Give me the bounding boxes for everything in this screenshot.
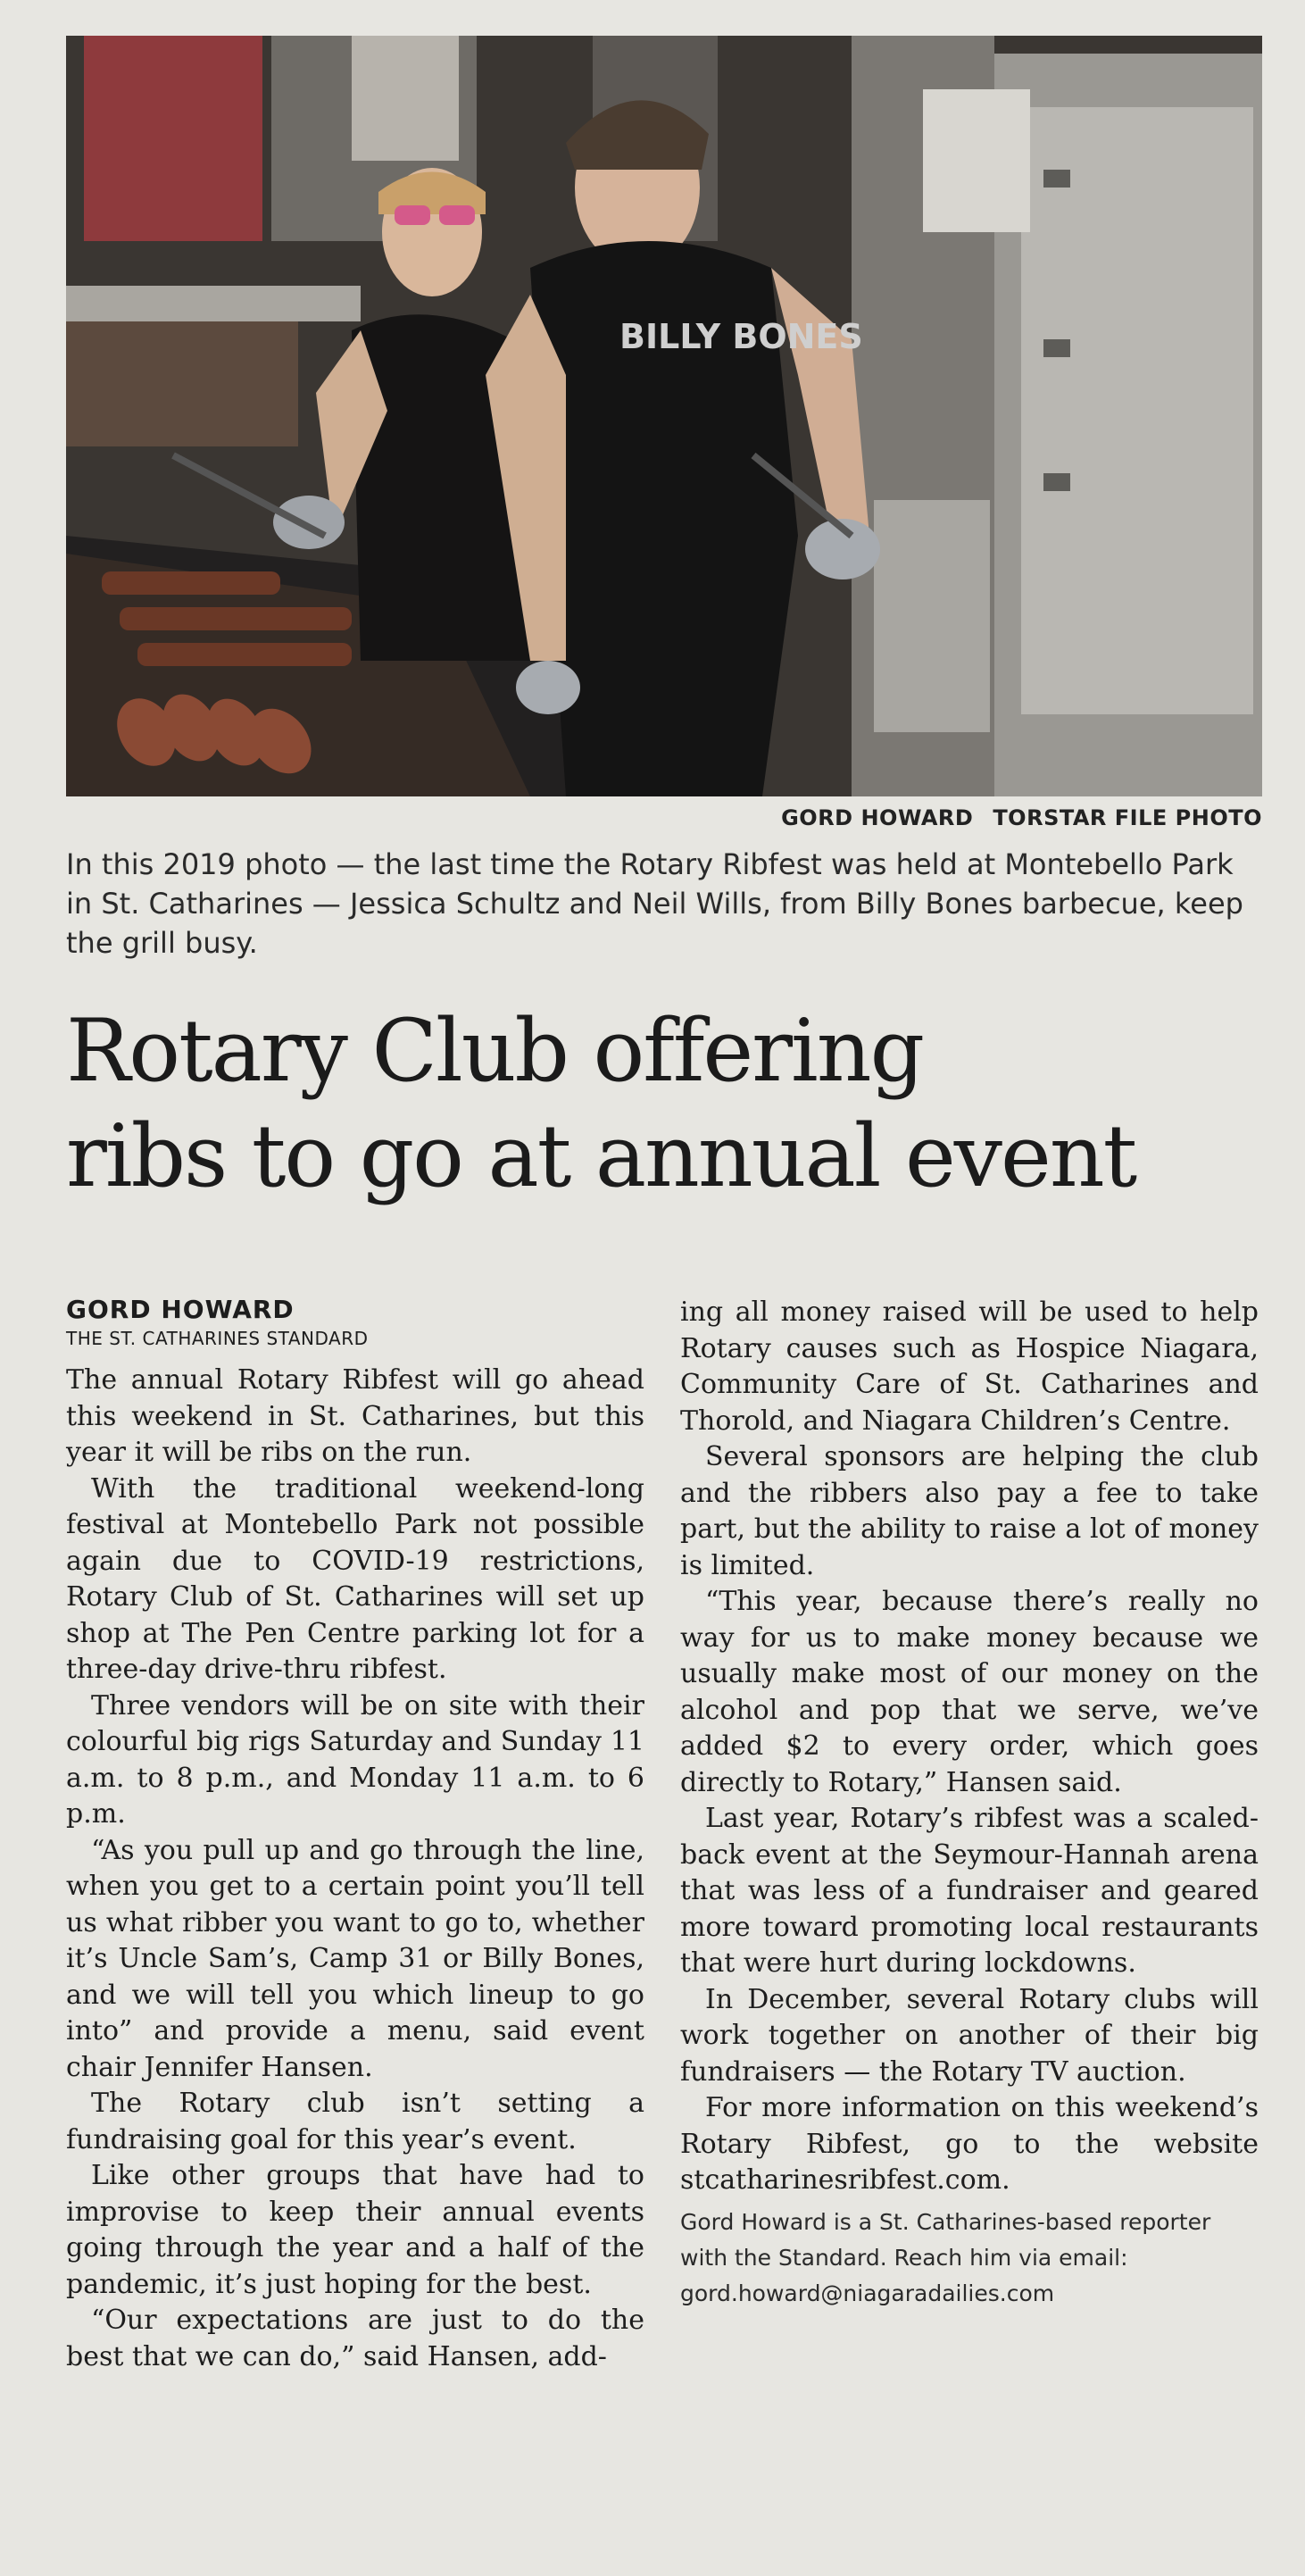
paragraph: Last year, Rotary’s ribfest was a scaled-back event at the Seymour-Hannah arena that was less of a fundraiser and geared more toward promoting local restaurants that were hurt during lockdowns. xyxy=(680,1803,1259,1979)
shirt-logo-text: BILLY BONES xyxy=(619,317,863,356)
article-column-left xyxy=(66,1295,644,2375)
article-photo xyxy=(66,36,1262,796)
photo-credit-name: GORD HOWARD xyxy=(781,805,974,830)
headline-line-1: Rotary Club offering xyxy=(66,1001,924,1101)
headline xyxy=(66,998,1253,1209)
paragraph: For more information on this weekend’s Rotary Ribfest, go to the website stcatharinesribfest.com. xyxy=(680,2092,1259,2196)
photo-credit xyxy=(761,805,1262,830)
paragraph: Like other groups that have had to improvise to keep their annual events going through the year and a half of the pandemic, it’s just hoping for the best. xyxy=(66,2160,644,2300)
article-column-right xyxy=(680,1295,1259,2312)
paragraph: “This year, because there’s really no way for us to make money because we usually make most of our money on the alcohol and pop that we serve, we’ve added $2 to every order, which goes directly to Rotary,” Hansen said. xyxy=(680,1586,1259,1798)
paragraph: In December, several Rotary clubs will work together on another of their big fundraisers — the Rotary TV auction. xyxy=(680,1983,1259,2088)
photo-credit-source: TORSTAR FILE PHOTO xyxy=(993,805,1262,830)
byline-author: GORD HOWARD xyxy=(66,1295,295,1324)
headline-line-2: ribs to go at annual event xyxy=(66,1106,1136,1206)
paragraph: “As you pull up and go through the line, when you get to a certain point you’ll tell us what ribber you want to go to, whether it’s Uncle Sam’s, Camp 31 or Billy Bones, and we will tell you which lineup to go into” and provide a menu, said event chair Jennifer Hansen. xyxy=(66,1834,644,2083)
author-bio: Gord Howard is a St. Catharines-based reporter with the Standard. Reach him via email: gord.howard@niagaradailies.com xyxy=(680,2208,1211,2306)
byline-publication: THE ST. CATHARINES STANDARD xyxy=(66,1328,369,1349)
paragraph: “Our expectations are just to do the best that we can do,” said Hansen, add- xyxy=(66,2305,644,2372)
paragraph: ing all money raised will be used to help Rotary causes such as Hospice Niagara, Community Care of St. Catharines and Thorold, and Niagara Children’s Centre. xyxy=(680,1296,1259,1437)
paragraph: Three vendors will be on site with their colourful big rigs Saturday and Sunday 11 a.m. to 8 p.m., and Monday 11 a.m. to 6 p.m. xyxy=(66,1689,644,1830)
photo-caption: In this 2019 photo — the last time the Rotary Ribfest was held at Montebello Park in St. Catharines — Jessica Schultz and Neil Wills, from Billy Bones barbecue, keep the grill busy. xyxy=(66,847,1243,960)
paragraph: Several sponsors are helping the club and the ribbers also pay a fee to take part, but the ability to raise a lot of money is limited. xyxy=(680,1441,1259,1581)
grill-scene-illustration xyxy=(66,36,1262,796)
paragraph: With the traditional weekend-long festival at Montebello Park not possible again due to COVID-19 restrictions, Rotary Club of St. Catharines will set up shop at The Pen Centre parking lot for a three-day drive-thru ribfest. xyxy=(66,1472,644,1685)
paragraph: The annual Rotary Ribfest will go ahead this weekend in St. Catharines, but this year it will be ribs on the run. xyxy=(66,1364,644,1468)
paragraph: The Rotary club isn’t setting a fundraising goal for this year’s event. xyxy=(66,2088,644,2155)
